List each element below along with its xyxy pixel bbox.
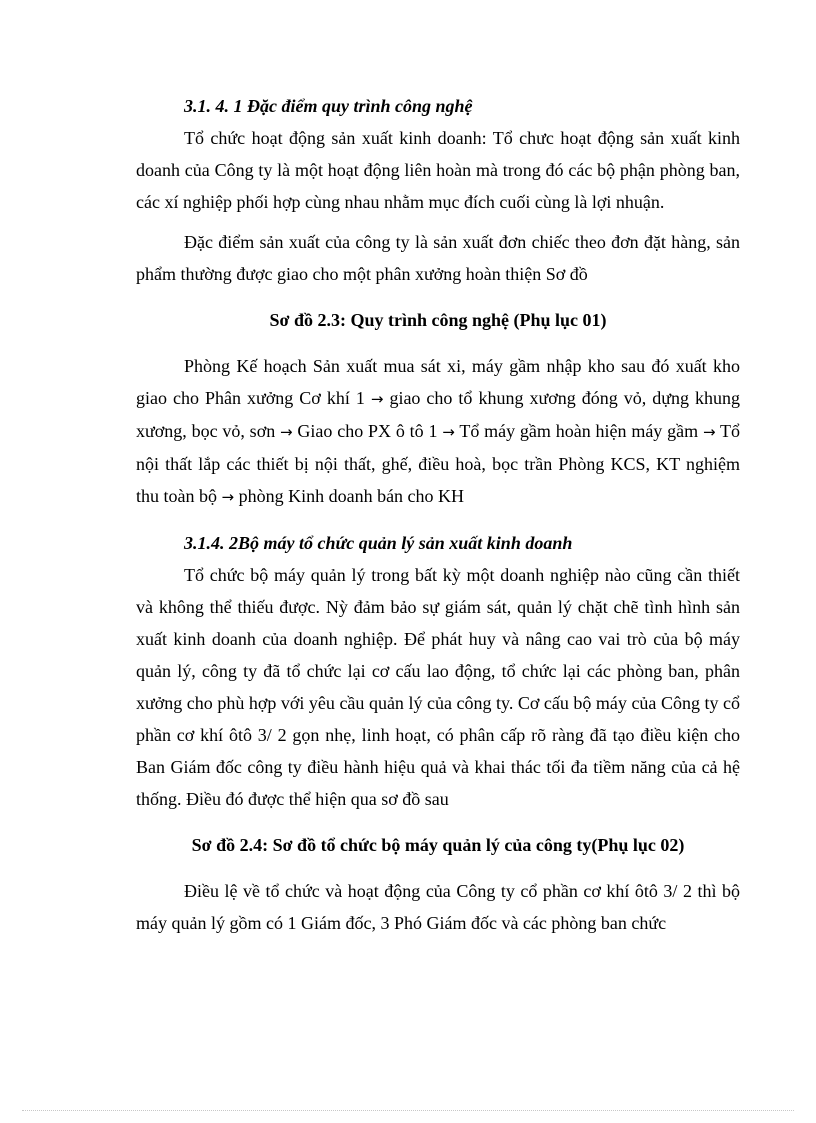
process-step-2: giao cho tổ khung xương đóng vỏ, dựng khung xương, bọc vỏ, sơn bbox=[136, 388, 741, 441]
paragraph-production-characteristics: Đặc điểm sản xuất của công ty là sản xuất đơn chiếc theo đơn đặt hàng, sản phẩm thường được giao cho một phân xưởng hoàn thiện Sơ đồ bbox=[136, 232, 740, 284]
arrow-right-icon: → bbox=[370, 390, 384, 408]
figure-caption-2-4: Sơ đồ 2.4: Sơ đồ tổ chức bộ máy quản lý của công ty(Phụ lục 02) bbox=[191, 835, 685, 855]
document-page bbox=[136, 90, 740, 939]
process-step-5: Tổ nội thất lắp các thiết bị nội thất, ghế, điều hoà, bọc trần Phòng KCS, KT nghiệm thu toàn bộ bbox=[136, 421, 740, 506]
paragraph-company-charter: Điều lệ về tổ chức và hoạt động của Công ty cổ phần cơ khí ôtô 3/ 2 thì bộ máy quản lý gồm có 1 Giám đốc, 3 Phó Giám đốc và các phòng ban chức bbox=[136, 881, 740, 933]
section-heading-technology-process: 3.1. 4. 1 Đặc điểm quy trình công nghệ bbox=[184, 96, 473, 116]
figure-caption-2-3: Sơ đồ 2.3: Quy trình công nghệ (Phụ lục 01) bbox=[269, 310, 607, 330]
arrow-right-icon: → bbox=[702, 423, 716, 441]
paragraph-management-organization: Tổ chức bộ máy quản lý trong bất kỳ một doanh nghiệp nào cũng cần thiết và không thể thiếu được. Nỳ đảm bảo sự giám sát, quản lý chặt chẽ tình hình sản xuất kinh doanh của doanh nghiệp. Để phát huy và nâng cao vai trò của bộ máy quản lý, công ty đã tổ chức lại cơ cấu lao động, tổ chức lại các phòng ban, phân xưởng cho phù hợp với yêu cầu quản lý của công ty. Cơ cấu bộ máy của Công ty cổ phần cơ khí ôtô 3/ 2 gọn nhẹ, linh hoạt, có phân cấp rõ ràng đã tạo điều kiện cho Ban Giám đốc công ty điều hành hiệu quả và khai thác tối đa tiềm năng của cả hệ thống. Điều đó được thể hiện qua sơ đồ sau bbox=[136, 565, 740, 809]
process-step-4: Tổ máy gầm hoàn hiện máy gầm bbox=[459, 421, 699, 441]
arrow-right-icon: → bbox=[280, 423, 293, 441]
paragraph-process-flow bbox=[136, 350, 740, 513]
page-bottom-divider bbox=[22, 1110, 794, 1111]
section-heading-management-structure: 3.1.4. 2Bộ máy tổ chức quản lý sản xuất kinh doanh bbox=[184, 533, 573, 553]
paragraph-business-organization: Tổ chức hoạt động sản xuất kinh doanh: Tổ chưc hoạt động sản xuất kinh doanh của Công ty là một hoạt động liên hoàn mà trong đó các bộ phận phòng ban, các xí nghiệp phối hợp cùng nhau nhằm mục đích cuối cùng là lợi nhuận. bbox=[136, 128, 740, 212]
process-step-1: Phòng Kế hoạch Sản xuất mua sát xi, máy gầm nhập kho sau đó xuất kho giao cho Phân xưởng Cơ khí 1 bbox=[136, 356, 740, 408]
process-step-6: phòng Kinh doanh bán cho KH bbox=[238, 486, 465, 506]
arrow-right-icon: → bbox=[442, 423, 455, 441]
process-step-3: Giao cho PX ô tô 1 bbox=[297, 421, 438, 441]
arrow-right-icon: → bbox=[221, 488, 235, 506]
